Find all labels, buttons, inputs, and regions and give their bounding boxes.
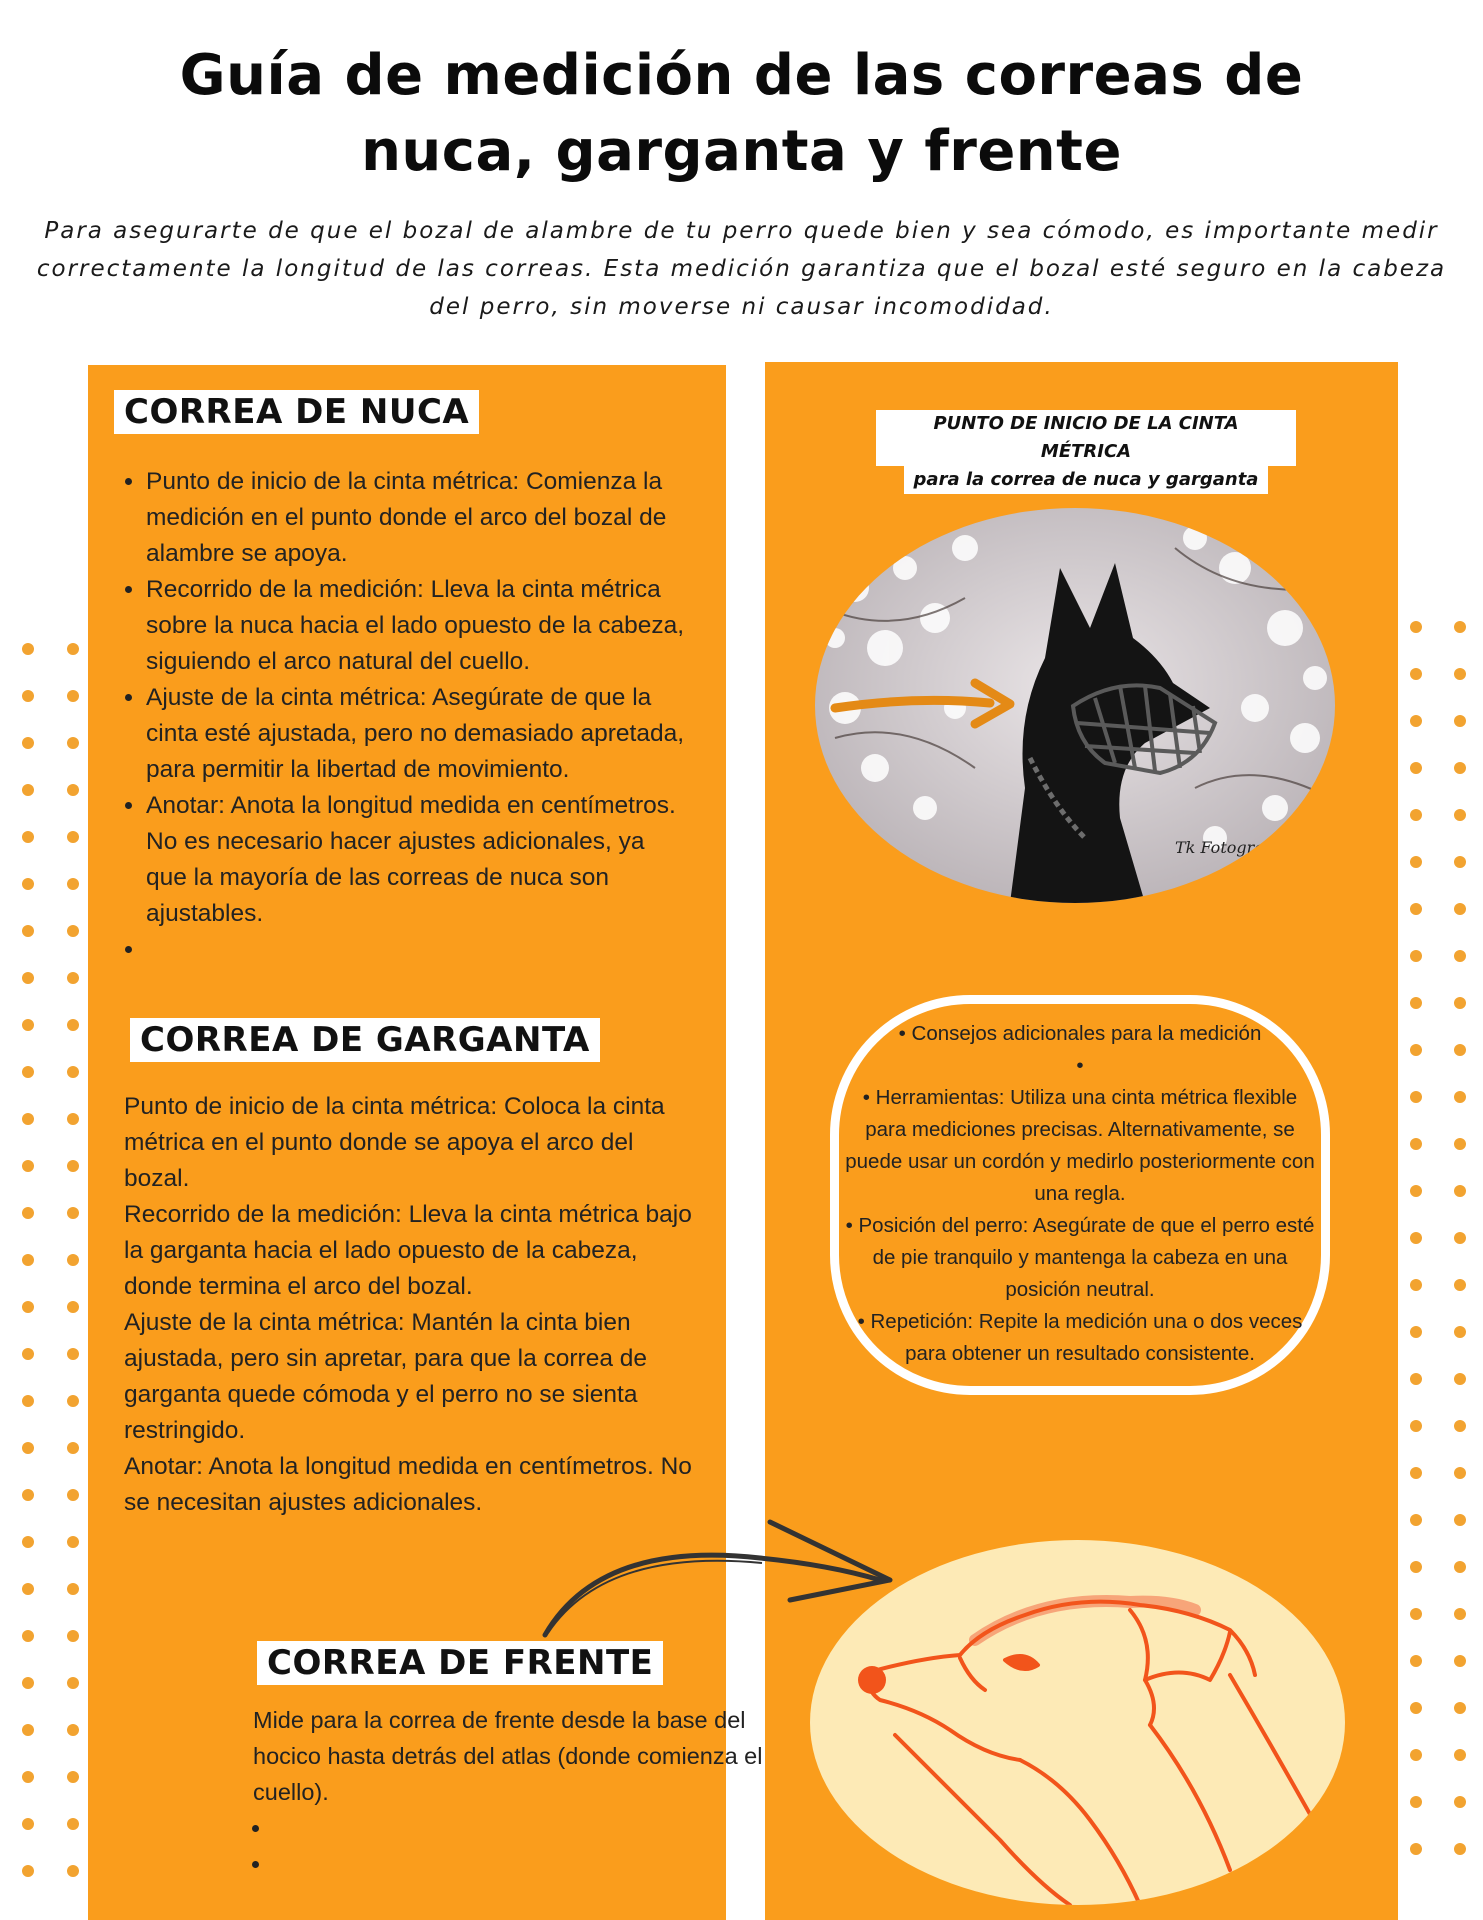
decorative-dot — [67, 737, 79, 749]
decorative-dot — [67, 1066, 79, 1078]
decorative-dot — [67, 1019, 79, 1031]
decorative-dot — [1410, 903, 1422, 915]
decorative-dot — [1410, 1702, 1422, 1714]
garganta-paragraph: Anotar: Anota la longitud medida en centímetros. No se necesitan ajustes adicionales. — [124, 1453, 692, 1516]
decorative-dot — [1410, 1138, 1422, 1150]
decorative-dot — [1454, 1655, 1466, 1667]
photo-label-line-2: para la correa de nuca y garganta — [904, 466, 1269, 494]
tip-item: • — [1076, 1054, 1084, 1077]
decorative-dot — [22, 1536, 34, 1548]
decorative-dot — [67, 1348, 79, 1360]
tip-item: • Consejos adicionales para la medición — [898, 1022, 1262, 1045]
decorative-dot — [1410, 809, 1422, 821]
dog-muzzle-photo — [815, 508, 1335, 903]
decorative-dot — [1410, 1279, 1422, 1291]
decorative-dot — [1410, 1561, 1422, 1573]
decorative-dot — [1410, 1843, 1422, 1855]
decorative-dot — [1454, 1843, 1466, 1855]
photo-label-line-1: PUNTO DE INICIO DE LA CINTA MÉTRICA — [876, 410, 1296, 466]
decorative-dot — [22, 972, 34, 984]
frente-paragraph: Mide para la correa de frente desde la base del hocico hasta detrás del atlas (donde comienza el cuello). — [253, 1707, 763, 1805]
decorative-dot — [1410, 1655, 1422, 1667]
decorative-dot — [1410, 1044, 1422, 1056]
decorative-dot — [67, 1489, 79, 1501]
heading-correa-frente: CORREA DE FRENTE — [257, 1641, 663, 1685]
decorative-dot — [22, 690, 34, 702]
decorative-dot — [67, 1442, 79, 1454]
decorative-dot — [1454, 903, 1466, 915]
decorative-dot — [1454, 1702, 1466, 1714]
decorative-dot — [22, 1771, 34, 1783]
tip-item: • Herramientas: Utiliza una cinta métrica flexible para mediciones precisas. Alternativamente, se puede usar un cordón y medirlo posteriormente con una regla. — [845, 1086, 1315, 1205]
page-title — [0, 38, 1483, 190]
decorative-dot — [67, 972, 79, 984]
nuca-list — [118, 464, 688, 968]
decorative-dot — [22, 878, 34, 890]
decorative-dot — [22, 1865, 34, 1877]
heading-correa-nuca: CORREA DE NUCA — [114, 390, 479, 434]
decorative-dot — [67, 1677, 79, 1689]
decorative-dot — [1410, 856, 1422, 868]
decorative-dot — [22, 925, 34, 937]
decorative-dot — [1454, 1561, 1466, 1573]
decorative-dot — [67, 878, 79, 890]
heading-correa-garganta: CORREA DE GARGANTA — [130, 1018, 600, 1062]
decorative-dot — [67, 1630, 79, 1642]
dog-head-outline-illustration — [810, 1540, 1345, 1905]
decorative-dot — [1410, 1796, 1422, 1808]
decorative-dot — [22, 1160, 34, 1172]
decorative-dot — [22, 1113, 34, 1125]
garganta-paragraph: Punto de inicio de la cinta métrica: Coloca la cinta métrica en el punto donde se apoya el arco del bozal. — [124, 1093, 665, 1192]
decorative-dot — [1454, 668, 1466, 680]
decorative-dot — [1410, 950, 1422, 962]
tips-list — [845, 1018, 1315, 1370]
decorative-dot — [1454, 1232, 1466, 1244]
decorative-dot — [1454, 1467, 1466, 1479]
decorative-dot — [67, 1865, 79, 1877]
decorative-dot — [1454, 1279, 1466, 1291]
decorative-dot — [1454, 715, 1466, 727]
decorative-dot — [22, 1630, 34, 1642]
decorative-dot — [1410, 1514, 1422, 1526]
nuca-item: • Punto de inicio de la cinta métrica: Comienza la medición en el punto donde el arco del bozal de alambre se apoya. — [146, 464, 688, 572]
decorative-dot — [1454, 1514, 1466, 1526]
decorative-dot — [22, 1066, 34, 1078]
decorative-dot — [1410, 715, 1422, 727]
decorative-dot — [1454, 1373, 1466, 1385]
decorative-dot — [1454, 762, 1466, 774]
frente-bullet-empty — [273, 1846, 793, 1882]
nuca-item: • Recorrido de la medición: Lleva la cinta métrica sobre la nuca hacia el lado opuesto de la cabeza, siguiendo el arco natural del cuello. — [146, 572, 688, 680]
decorative-dot — [67, 1818, 79, 1830]
nuca-item: • Anotar: Anota la longitud medida en centímetros. No es necesario hacer ajustes adicionales, ya que la mayoría de las correas de nuca son ajustables. — [146, 788, 688, 932]
decorative-dot — [1410, 1373, 1422, 1385]
decorative-dot — [67, 1254, 79, 1266]
decorative-dot — [67, 925, 79, 937]
decorative-dot — [22, 1489, 34, 1501]
decorative-dot — [1454, 1608, 1466, 1620]
decorative-dot — [22, 737, 34, 749]
photo-watermark: Tk Fotograf — [1175, 838, 1270, 857]
decorative-dot — [1410, 1749, 1422, 1761]
decorative-dot — [1410, 1467, 1422, 1479]
decorative-dot — [1410, 1185, 1422, 1197]
tip-item: • Posición del perro: Asegúrate de que el perro esté de pie tranquilo y mantenga la cabeza en una posición neutral. — [845, 1214, 1315, 1301]
decorative-dot — [22, 1442, 34, 1454]
decorative-dot — [67, 1113, 79, 1125]
decorative-dot — [67, 831, 79, 843]
decorative-dot — [1454, 1796, 1466, 1808]
decorative-dot — [1454, 1326, 1466, 1338]
decorative-dot — [67, 1395, 79, 1407]
decorative-dot — [1410, 1608, 1422, 1620]
decorative-dot — [1410, 1420, 1422, 1432]
decorative-dot — [1410, 1232, 1422, 1244]
decorative-dot — [1454, 1420, 1466, 1432]
dog-head-sketch — [810, 1540, 1345, 1905]
decorative-dot — [1454, 997, 1466, 1009]
nuca-item: • Ajuste de la cinta métrica: Asegúrate de que la cinta esté ajustada, pero no demasiado apretada, para permitir la libertad de movimiento. — [146, 680, 688, 788]
dog-muzzle-illustration — [815, 508, 1335, 903]
decorative-dot — [67, 1724, 79, 1736]
decorative-dot — [1454, 1185, 1466, 1197]
title-line-1: Guía de medición de las correas de — [179, 43, 1304, 108]
decorative-dot — [67, 1301, 79, 1313]
decorative-dot — [22, 1395, 34, 1407]
decorative-dot — [67, 1583, 79, 1595]
decorative-dot — [22, 1724, 34, 1736]
decorative-dot — [1410, 997, 1422, 1009]
decorative-dot — [1454, 1044, 1466, 1056]
intro-paragraph: Para asegurarte de que el bozal de alambre de tu perro quede bien y sea cómodo, es importante medir correctamente la longitud de las correas. Esta medición garantiza que el bozal esté seguro en la cabeza del perro, sin moverse ni causar incomodidad. — [36, 218, 1447, 320]
decorative-dot — [22, 1019, 34, 1031]
decorative-dot — [67, 1771, 79, 1783]
decorative-dot — [1410, 1091, 1422, 1103]
decorative-dot — [1454, 1749, 1466, 1761]
tip-item: • Repetición: Repite la medición una o dos veces para obtener un resultado consistente. — [857, 1310, 1303, 1365]
decorative-dot — [67, 643, 79, 655]
frente-bullet-empty — [273, 1810, 793, 1846]
decorative-dot — [22, 1254, 34, 1266]
decorative-dot — [22, 831, 34, 843]
decorative-dot — [1454, 856, 1466, 868]
frente-text — [253, 1702, 793, 1882]
decorative-dot — [1454, 809, 1466, 821]
decorative-dot — [1454, 1138, 1466, 1150]
decorative-dot — [1410, 762, 1422, 774]
decorative-dot — [22, 1583, 34, 1595]
decorative-dot — [22, 1677, 34, 1689]
decorative-dot — [1454, 621, 1466, 633]
decorative-dot — [67, 1536, 79, 1548]
decorative-dot — [67, 1207, 79, 1219]
nuca-item-empty — [146, 932, 688, 968]
decorative-dot — [67, 690, 79, 702]
garganta-text — [124, 1089, 704, 1521]
garganta-paragraph: Recorrido de la medición: Lleva la cinta métrica bajo la garganta hacia el lado opuesto de la cabeza, donde termina el arco del bozal. — [124, 1201, 692, 1300]
decorative-dot — [22, 643, 34, 655]
photo-label — [876, 410, 1296, 494]
decorative-dot — [1454, 950, 1466, 962]
decorative-dot — [1410, 668, 1422, 680]
decorative-dot — [22, 1818, 34, 1830]
title-line-2: nuca, garganta y frente — [361, 119, 1122, 184]
decorative-dot — [67, 1160, 79, 1172]
decorative-dot — [1410, 1326, 1422, 1338]
garganta-paragraph: Ajuste de la cinta métrica: Mantén la cinta bien ajustada, pero sin apretar, para que la correa de garganta quede cómoda y el perro no se sienta restringido. — [124, 1309, 648, 1444]
decorative-dot — [22, 784, 34, 796]
decorative-dot — [1454, 1091, 1466, 1103]
decorative-dot — [22, 1207, 34, 1219]
decorative-dot — [22, 1301, 34, 1313]
decorative-dot — [67, 784, 79, 796]
decorative-dot — [22, 1348, 34, 1360]
decorative-dot — [1410, 621, 1422, 633]
